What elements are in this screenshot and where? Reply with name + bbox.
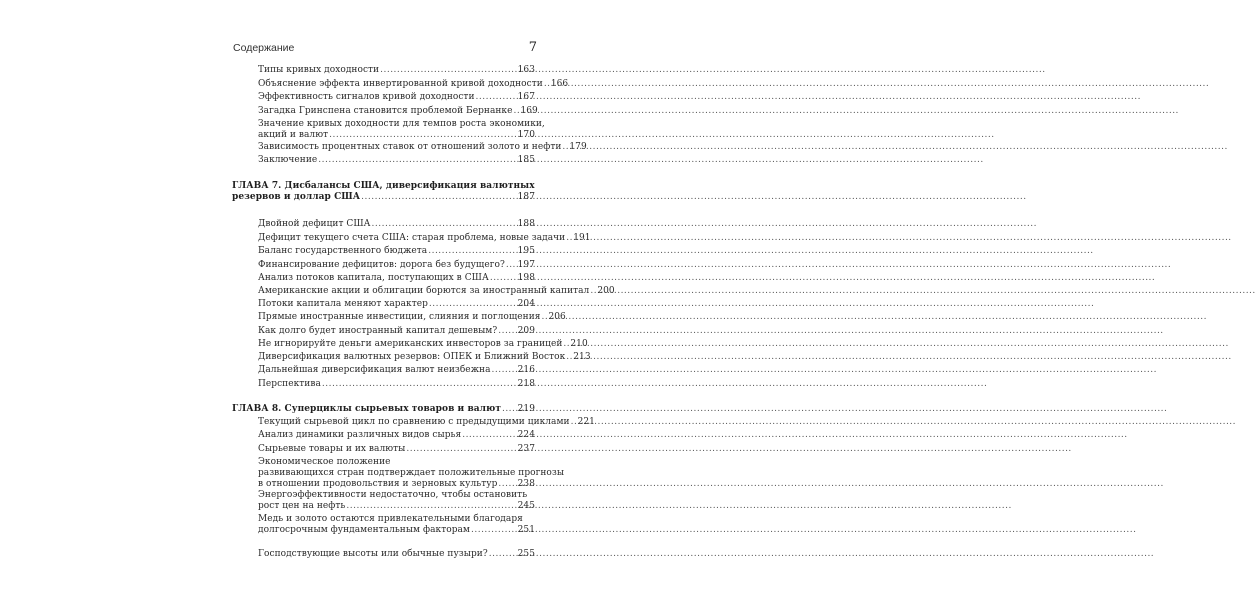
dot-leader — [502, 404, 517, 415]
toc-entry — [258, 219, 535, 230]
dot-leader — [498, 326, 516, 337]
page-number: 7 — [528, 40, 537, 55]
toc-entry-title: Загадка Гринспена становится проблемой Бернанке — [258, 106, 513, 116]
dot-leader — [544, 79, 550, 90]
toc-entry-title: Объяснение эффекта инвертированной кривой доходности — [258, 79, 543, 89]
dot-leader — [471, 525, 517, 536]
toc-entry-title: Эффективность сигналов кривой доходности — [258, 92, 475, 102]
toc-entry-title: Анализ динамики различных видов сырья — [258, 430, 462, 440]
toc-entry-title-line: Медь и золото остаются привлекательными благодаря — [258, 514, 523, 524]
toc-entry-title: Зависимость процентных ставок от отношений золото и нефти — [258, 142, 562, 152]
toc-entry — [258, 106, 538, 117]
toc-page-number: 200 — [597, 286, 615, 296]
toc-entry — [258, 365, 535, 376]
toc-page-number: 166 — [550, 79, 569, 89]
toc-entry-title-line: ГЛАВА 7. Дисбалансы США, диверсификация валютных — [232, 181, 535, 191]
dot-leader — [429, 299, 517, 310]
toc-entry-title-line: Значение кривых доходности для темпов роста экономики, — [258, 119, 545, 129]
dot-leader — [498, 479, 516, 490]
toc-page-number: 219 — [517, 404, 535, 414]
toc-entry-title: Текущий сырьевой цикл по сравнению с предыдущими циклами — [258, 417, 570, 427]
toc-entry — [258, 444, 535, 455]
toc-entry — [258, 339, 588, 350]
toc-page-number: 204 — [517, 299, 535, 309]
dot-leader — [406, 444, 516, 455]
toc-page-number: 209 — [517, 326, 535, 336]
toc-entry-title: в отношении продовольствия и зерновых культур — [258, 479, 498, 489]
toc-entry — [258, 326, 535, 337]
toc-entry — [258, 65, 535, 76]
dot-leader — [566, 233, 572, 244]
toc-entry-title: Американские акции и облигации борются за иностранный капитал — [258, 286, 590, 296]
toc-page-number: 197 — [517, 260, 535, 270]
toc-entry-title: Типы кривых доходности — [258, 65, 380, 75]
toc-entry-title: Баланс государственного бюджета — [258, 246, 428, 256]
toc-page-number: 195 — [517, 246, 535, 256]
toc-page-number: 163 — [517, 65, 535, 75]
toc-entry — [258, 155, 535, 166]
toc-entry-title: Дефицит текущего счета США: старая проблема, новые задачи — [258, 233, 566, 243]
toc-entry — [258, 286, 615, 297]
toc-page-number: 218 — [517, 379, 535, 389]
toc-entry-title: Сырьевые товары и их валюты — [258, 444, 406, 454]
toc-page-number: 188 — [517, 219, 535, 229]
running-head: Содержание — [233, 42, 295, 54]
toc-entry-title: Не игнорируйте деньги американских инвесторов за границей — [258, 339, 563, 349]
toc-entry-title-line: Экономическое положение — [258, 457, 391, 467]
toc-entry — [258, 273, 535, 284]
toc-entry-title: Потоки капитала меняют характер — [258, 299, 428, 309]
dot-leader — [462, 430, 516, 441]
dot-leader — [513, 106, 519, 117]
toc-entry-title: Заключение — [258, 155, 318, 165]
toc-page-number: 167 — [517, 92, 535, 102]
dot-leader — [372, 219, 517, 230]
dot-leader — [476, 92, 517, 103]
dot-leader — [571, 417, 577, 428]
toc-page-number: 237 — [517, 444, 535, 454]
toc-page-number: 187 — [517, 192, 535, 202]
toc-page-number: 191 — [573, 233, 591, 243]
toc-page-number: 238 — [517, 479, 535, 489]
dot-leader — [563, 339, 569, 350]
dot-leader — [489, 549, 517, 560]
toc-page-number: 216 — [517, 365, 535, 375]
toc-page-number: 210 — [570, 339, 588, 349]
toc-page-number: 170 — [517, 130, 535, 140]
toc-entry-title: Как долго будет иностранный капитал дешевым? — [258, 326, 498, 336]
toc-entry — [258, 312, 566, 323]
toc-entry — [258, 352, 591, 363]
toc-page-number: 179 — [569, 142, 587, 152]
dot-leader — [361, 192, 517, 203]
toc-entry — [258, 142, 587, 153]
toc-entry — [258, 417, 595, 428]
toc-entry — [258, 92, 535, 103]
dot-leader — [541, 312, 547, 323]
toc-entry-title: Перспектива — [258, 379, 321, 389]
toc-entry — [258, 514, 535, 536]
toc-entry — [258, 246, 535, 257]
toc-page-number: 251 — [517, 525, 535, 535]
toc-entry-title: Анализ потоков капитала, поступающих в США — [258, 273, 489, 283]
toc-entry-title: Двойной дефицит США — [258, 219, 371, 229]
toc-page-number: 221 — [577, 417, 595, 427]
toc-entry-title: Господствующие высоты или обычные пузыри? — [258, 549, 488, 559]
toc-chapter-entry — [232, 404, 535, 415]
dot-leader — [318, 155, 516, 166]
dot-leader — [491, 365, 516, 376]
toc-entry-title-line: развивающихся стран подтверждает положительные прогнозы — [258, 468, 565, 478]
toc-page-number: 198 — [517, 273, 535, 283]
toc-entry-title: долгосрочным фундаментальным факторам — [258, 525, 470, 535]
toc-page-number: 169 — [520, 106, 538, 116]
toc-entry — [258, 79, 569, 90]
toc-entry-title: Диверсификация валютных резервов: ОПЕК и Ближний Восток — [258, 352, 566, 362]
toc-entry-title: Дальнейшая диверсификация валют неизбежна — [258, 365, 491, 375]
toc-page-number: 255 — [517, 549, 535, 559]
toc-entry — [258, 260, 535, 271]
toc-entry — [258, 549, 535, 560]
dot-leader — [428, 246, 516, 257]
toc-entry — [258, 457, 565, 490]
toc-entry-title-line: Энергоэффективности недостаточно, чтобы остановить — [258, 490, 528, 500]
toc-entry — [258, 233, 591, 244]
toc-entry — [258, 299, 535, 310]
dot-leader — [506, 260, 517, 271]
dot-leader — [346, 501, 516, 512]
dot-leader — [322, 379, 517, 390]
toc-entry — [258, 119, 545, 141]
toc-page-number: 213 — [573, 352, 591, 362]
toc-entry-title: Прямые иностранные инвестиции, слияния и поглощения — [258, 312, 541, 322]
toc-entry — [258, 490, 535, 512]
toc-entry-title: резервов и доллар США — [232, 192, 361, 202]
dot-leader — [329, 130, 517, 141]
toc-entry — [258, 430, 535, 441]
toc-page-number: 245 — [517, 501, 535, 511]
dot-leader — [562, 142, 568, 153]
dot-leader — [490, 273, 517, 284]
toc-entry-title: ГЛАВА 8. Суперциклы сырьевых товаров и валют — [232, 404, 501, 414]
dot-leader — [566, 352, 572, 363]
toc-entry-title: акций и валют — [258, 130, 329, 140]
toc-chapter-entry — [232, 181, 535, 203]
toc-entry-title: рост цен на нефть — [258, 501, 346, 511]
toc-page-number: 185 — [517, 155, 535, 165]
toc-entry — [258, 379, 535, 390]
toc-page-number: 206 — [548, 312, 566, 322]
toc-page-number: 224 — [517, 430, 535, 440]
toc-entry-title: Финансирование дефицитов: дорога без будущего? — [258, 260, 505, 270]
dot-leader — [590, 286, 596, 297]
dot-leader — [380, 65, 517, 76]
